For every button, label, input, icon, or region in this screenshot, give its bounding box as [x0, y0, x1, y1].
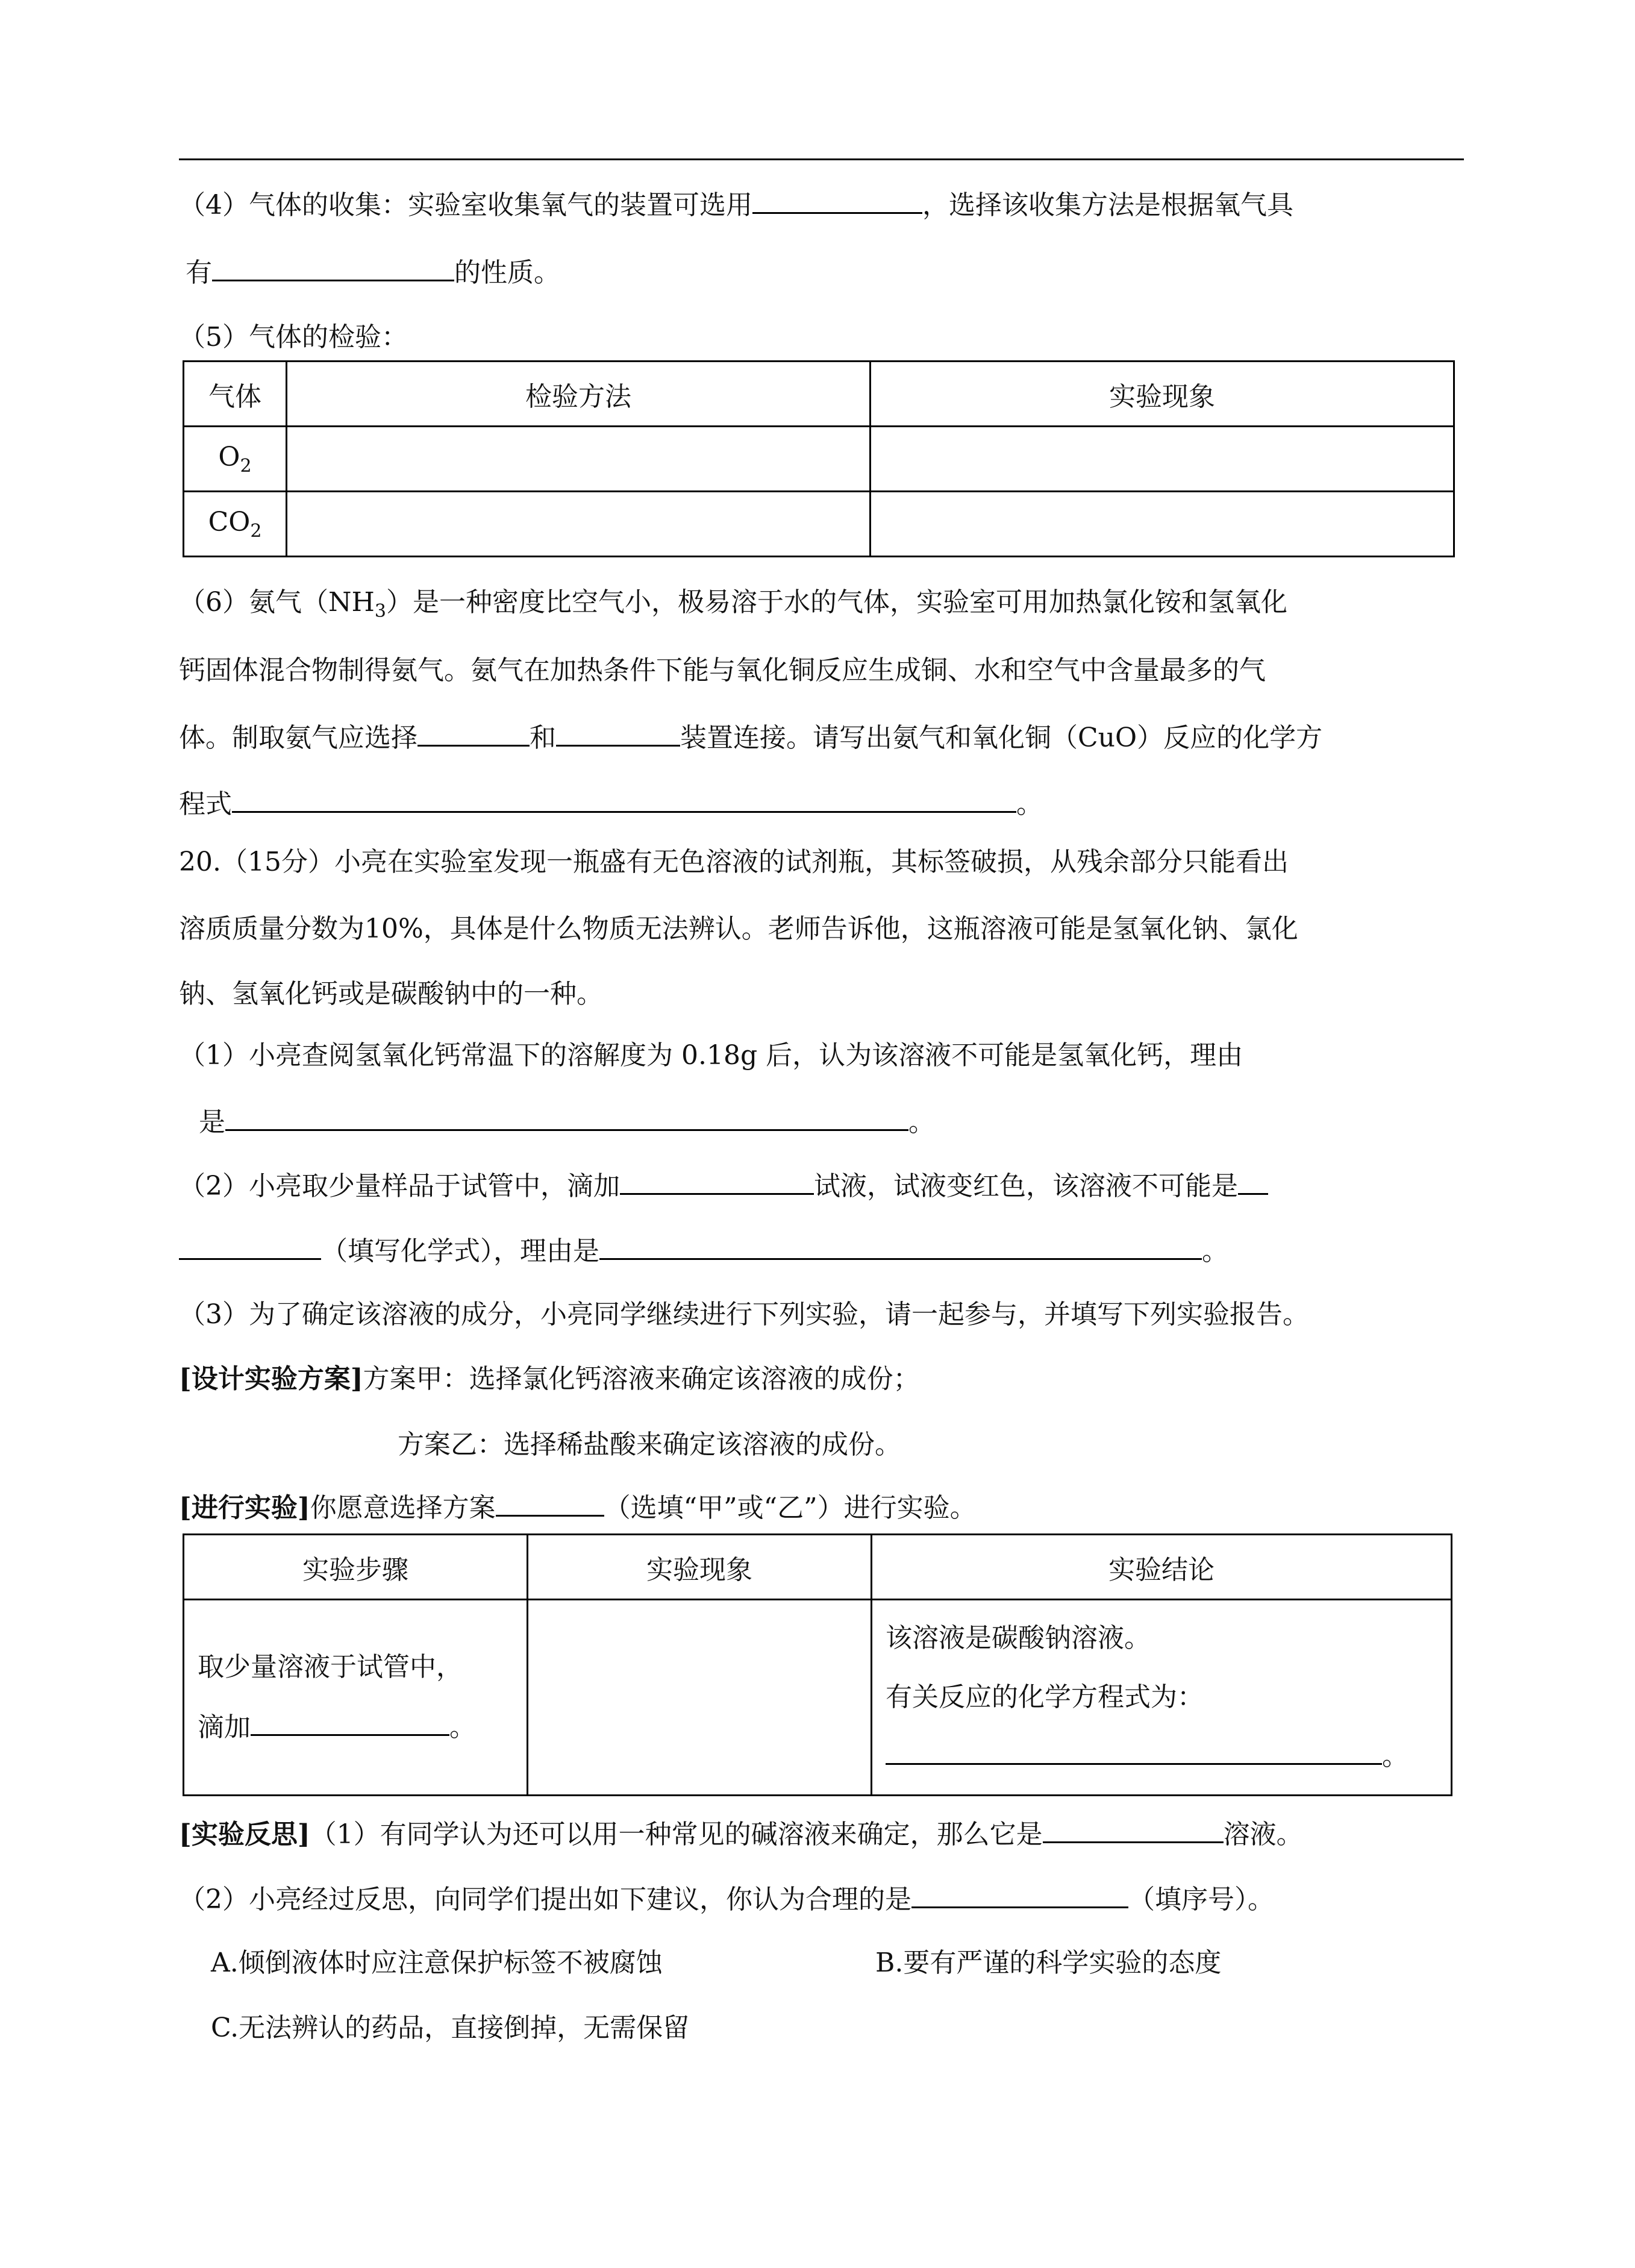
answer-blank[interactable]	[599, 1232, 1202, 1260]
q20-p1-line2: 是 。	[199, 1103, 935, 1141]
table-header-cell: 实验现象	[871, 362, 1454, 427]
q19-p4-line1: （4）气体的收集：实验室收集氧气的装置可选用 ，选择该收集方法是根据氧气具	[179, 186, 1293, 224]
answer-blank[interactable]	[417, 718, 530, 747]
gas-test-table	[183, 360, 1455, 557]
q20-p3: （3）为了确定该溶液的成分，小亮同学继续进行下列实验，请一起参与，并填写下列实验报告。	[179, 1299, 1309, 1330]
answer-blank[interactable]	[179, 1232, 321, 1260]
q20-p2-line1: （2）小亮取少量样品于试管中，滴加 试液，试液变红色，该溶液不可能是	[179, 1167, 1268, 1204]
q19-p5-heading: （5）气体的检验：	[179, 322, 408, 352]
design-plan-line1: [设计实验方案]方案甲：选择氯化钙溶液来确定该溶液的成份；	[179, 1364, 920, 1394]
answer-blank[interactable]	[225, 1103, 908, 1131]
answer-blank[interactable]	[232, 785, 1016, 813]
conduct-experiment-line: [进行实验]你愿意选择方案 （选填“甲”或“乙”）进行实验。	[179, 1488, 977, 1526]
design-plan-line2: 方案乙：选择稀盐酸来确定该溶液的成份。	[398, 1429, 901, 1460]
answer-blank[interactable]	[911, 1880, 1128, 1908]
answer-blank[interactable]	[496, 1488, 604, 1517]
gas-cell: $CO_2$	[184, 492, 287, 557]
answer-blank[interactable]	[886, 1737, 1382, 1765]
answer-blank[interactable]	[620, 1167, 814, 1195]
answer-cell[interactable]	[287, 492, 871, 557]
reflection-line1: [实验反思]（1）有同学认为还可以用一种常见的碱溶液来确定，那么它是 溶液。	[179, 1815, 1303, 1853]
answer-blank[interactable]	[1238, 1167, 1268, 1195]
table-header-cell: 气体	[184, 362, 287, 427]
table-row	[184, 492, 1454, 557]
q19-p6-line2: 钙固体混合物制得氨气。氨气在加热条件下能与氧化铜反应生成铜、水和空气中含量最多的气	[179, 655, 1266, 686]
answer-blank[interactable]	[556, 718, 680, 747]
table-row	[184, 427, 1454, 492]
reflection-line2: （2）小亮经过反思，向同学们提出如下建议，你认为合理的是 （填序号）。	[179, 1880, 1274, 1918]
table-header-cell: 实验步骤	[184, 1535, 528, 1600]
answer-blank[interactable]	[752, 186, 922, 214]
header-rule	[179, 158, 1464, 160]
answer-cell[interactable]	[871, 427, 1454, 492]
answer-cell[interactable]	[871, 492, 1454, 557]
table-header-cell: 检验方法	[287, 362, 871, 427]
option-c: C.无法辨认的药品，直接倒掉，无需保留	[211, 2013, 690, 2043]
experiment-conclusion-cell: 该溶液是碳酸钠溶液。 有关反应的化学方程式为： 。	[872, 1600, 1452, 1796]
table-row	[184, 1600, 1452, 1796]
q20-line1: 20.（15分）小亮在实验室发现一瓶盛有无色溶液的试剂瓶，其标签破损，从残余部分只能看出	[179, 847, 1289, 877]
q19-p6-line3: 体。制取氨气应选择 和 装置连接。请写出氨气和氧化铜（CuO）反应的化学方	[179, 718, 1322, 756]
table-header-cell: 实验现象	[528, 1535, 872, 1600]
q20-p1-line1: （1）小亮查阅氢氧化钙常温下的溶解度为 0.18g 后，认为该溶液不可能是氢氧化钙，理由	[179, 1040, 1243, 1071]
answer-cell[interactable]	[528, 1600, 872, 1796]
gas-cell: $O_2$	[184, 427, 287, 492]
answer-blank[interactable]	[251, 1708, 449, 1736]
answer-blank[interactable]	[212, 253, 454, 281]
experiment-report-table	[183, 1533, 1452, 1796]
option-a: A.倾倒液体时应注意保护标签不被腐蚀	[211, 1947, 663, 1978]
answer-blank[interactable]	[1043, 1815, 1224, 1843]
answer-cell[interactable]	[287, 427, 871, 492]
q19-p4-line2: 有 的性质。	[186, 253, 560, 291]
q20-p2-line2: （填写化学式），理由是 。	[179, 1232, 1228, 1270]
option-b: B.要有严谨的科学实验的态度	[875, 1947, 1222, 1978]
q19-p6-line1: （6）氨气$(NH_3)$是一种密度比空气小，极易溶于水的气体，实验室可用加热氯化铵和氢氧化	[179, 587, 1287, 622]
table-header-cell: 实验结论	[872, 1535, 1452, 1600]
experiment-step-cell: 取少量溶液于试管中， 滴加 。	[184, 1600, 528, 1796]
q20-line3: 钠、氢氧化钙或是碳酸钠中的一种。	[179, 979, 603, 1009]
q20-line2: 溶质质量分数为10%，具体是什么物质无法辨认。老师告诉他，这瓶溶液可能是氢氧化钠、氯化	[179, 913, 1298, 944]
q19-p6-line4: 程式 。	[179, 785, 1043, 822]
